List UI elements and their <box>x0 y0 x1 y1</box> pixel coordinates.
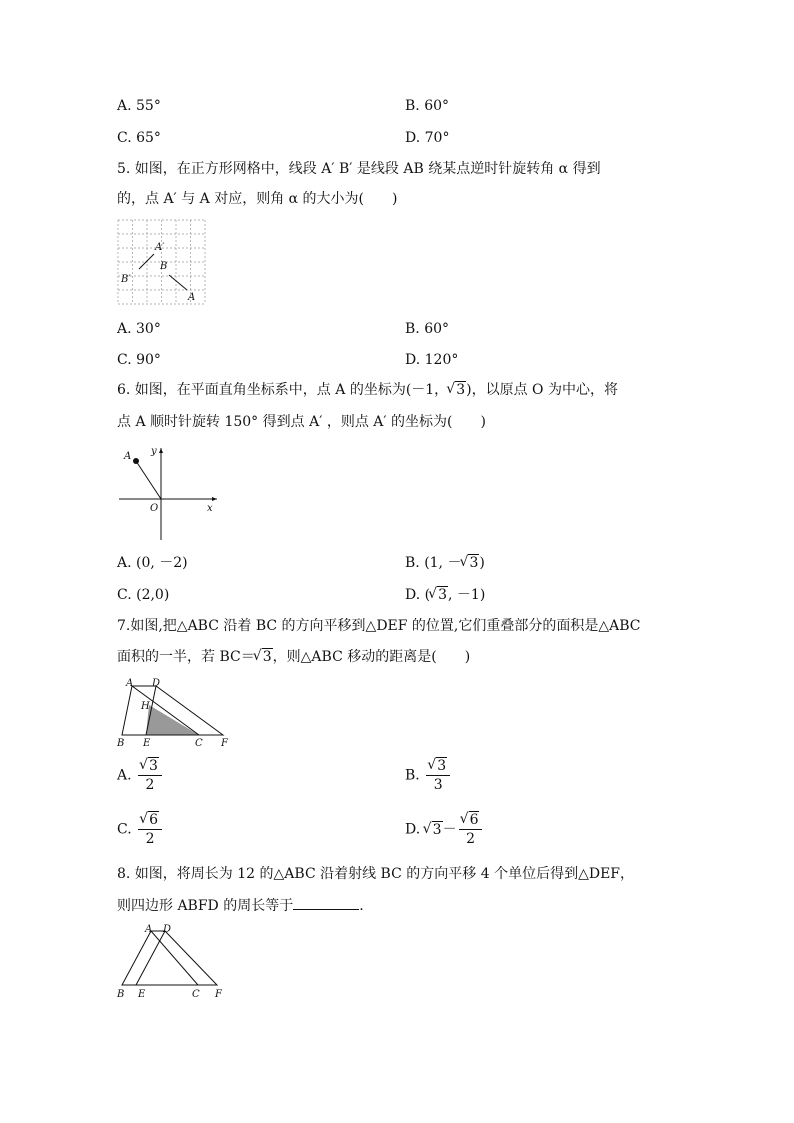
label-e: E <box>138 989 146 1000</box>
q8-stem-line1: 8. 如图，将周长为 12 的△ABC 沿着射线 BC 的方向平移 4 个单位后得到△DEF， <box>117 866 635 882</box>
q6-option-c: C. (2,0) <box>117 587 170 603</box>
label-h: H <box>141 701 150 712</box>
q5-stem-line1: 5. 如图，在正方形网格中，线段 A′ B′ 是线段 AB 绕某点逆时针旋转角 α 得到 <box>117 161 601 177</box>
q6-stem-text-a: 6. 如图，在平面直角坐标系中，点 A 的坐标为(－1， <box>117 382 449 398</box>
q4-option-c: C. 65° <box>117 130 161 146</box>
point-a <box>133 458 139 464</box>
q4-option-a: A. 55° <box>117 98 161 114</box>
label-f: F <box>221 738 228 748</box>
label-b-prime: B′ <box>121 274 131 285</box>
q6-stem-line2: 点 A 顺时针旋转 150° 得到点 A′ ，则点 A′ 的坐标为( ) <box>117 414 486 430</box>
x-axis-arrow <box>212 497 217 501</box>
q7-option-a: A. √ $\frac{3}{2}$ <box>117 757 164 794</box>
q4-option-d: D. 70° <box>405 130 450 146</box>
q5-option-a: A. 30° <box>117 321 161 337</box>
segment-oa <box>136 461 161 499</box>
q6-stem-line1 <box>117 380 618 400</box>
q6-option-d: D. (√ 3, －1) <box>405 585 485 605</box>
label-a: A <box>124 451 132 462</box>
label-d: D <box>152 678 161 689</box>
label-c: C <box>192 989 200 1000</box>
label-a: A <box>126 678 134 689</box>
answer-blank[interactable] <box>293 895 359 910</box>
label-x: x <box>207 503 213 514</box>
label-o: O <box>150 503 159 514</box>
q6-sqrt: √ 3 <box>448 380 466 400</box>
q7-stem-line2: 面积的一半，若 BC＝√ 3，则△ABC 移动的距离是( ) <box>117 647 470 667</box>
q6-option-a: A. (0, －2) <box>117 555 188 571</box>
label-d: D <box>163 924 172 935</box>
q4-option-b: B. 60° <box>405 98 450 114</box>
q8-translation-figure <box>115 922 229 1002</box>
label-c: C <box>195 738 203 748</box>
q5-grid-figure <box>117 219 207 305</box>
label-a: A <box>145 924 153 935</box>
label-f: F <box>215 989 222 1000</box>
q7-stem-line1: 7.如图,把△ABC 沿着 BC 的方向平移到△DEF 的位置,它们重叠部分的面积是△ABC <box>117 618 641 634</box>
q5-stem-line2: 的，点 A′ 与 A 对应，则角 α 的大小为( ) <box>117 191 398 207</box>
q5-option-d: D. 120° <box>405 352 459 368</box>
overlap-shaded-region <box>146 705 199 735</box>
q7-option-c: C. √ $\frac{6}{2}$ <box>117 811 164 848</box>
label-e: E <box>143 738 151 748</box>
segment-ab <box>169 275 187 290</box>
q7-option-d: D. √ 3－ √ $\frac{6}{2}$ <box>405 811 484 848</box>
q6-option-b: B. (1, －√ 3) <box>405 553 485 573</box>
q7-triangle-figure <box>115 676 235 748</box>
q6-coordinate-figure <box>117 444 221 542</box>
y-axis-arrow <box>159 448 163 453</box>
label-b: B <box>117 989 125 1000</box>
label-a: A <box>188 292 196 303</box>
segment-a-prime-b-prime <box>139 254 154 269</box>
q8-stem-line2: 则四边形 ABFD 的周长等于 . <box>117 895 364 916</box>
label-b: B <box>160 261 168 272</box>
triangle-abc <box>122 931 198 985</box>
q7-option-b: B. √ $\frac{3}{3}$ <box>405 757 452 794</box>
triangle-def <box>136 931 217 985</box>
q6-stem-text-b: )，以原点 O 为中心，将 <box>466 382 618 398</box>
q5-option-c: C. 90° <box>117 352 161 368</box>
label-b: B <box>117 738 125 748</box>
label-a-prime: A′ <box>155 242 165 253</box>
q5-option-b: B. 60° <box>405 321 450 337</box>
label-y: y <box>151 446 157 457</box>
